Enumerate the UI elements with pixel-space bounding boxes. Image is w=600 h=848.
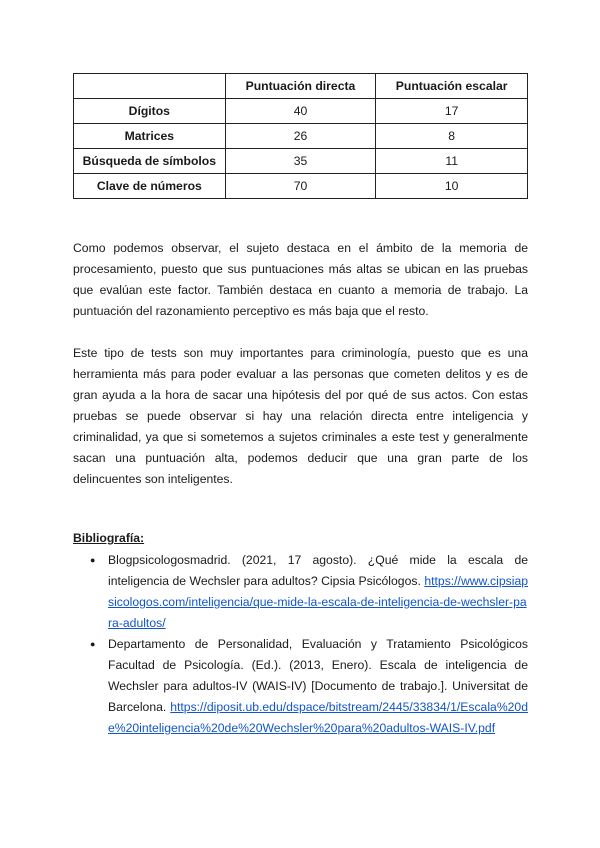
- row-label: Dígitos: [74, 99, 226, 124]
- bibliography-title: Bibliografía:: [73, 531, 145, 545]
- cell-escalar: 11: [376, 149, 528, 174]
- bibliography-list: [73, 550, 528, 739]
- table-header-row: [74, 74, 528, 99]
- table-row: [74, 99, 528, 124]
- table-row: [74, 149, 528, 174]
- table-header-cell: Puntuación directa: [225, 74, 376, 99]
- cell-directa: 26: [225, 124, 376, 149]
- reference-link[interactable]: https://www.cipsiapsicologos.com/inteligencia/que-mide-la-escala-de-inteligencia-de-wechsler-para-adultos/: [108, 574, 528, 630]
- row-label: Búsqueda de símbolos: [74, 149, 226, 174]
- table-header-cell: [74, 74, 226, 99]
- table-header-cell: Puntuación escalar: [376, 74, 528, 99]
- analysis-paragraph: Como podemos observar, el sujeto destaca en el ámbito de la memoria de procesamiento, puesto que sus puntuaciones más altas se ubican en las pruebas que evalúan este factor. También destaca en cuanto a memoria de trabajo. La puntuación del razonamiento perceptivo es más baja que el resto.: [73, 241, 528, 318]
- bullet-icon: ●: [90, 639, 96, 649]
- scores-table: [73, 73, 528, 199]
- table-row: [74, 174, 528, 199]
- reference-text: Blogpsicologosmadrid. (2021, 17 agosto). ¿Qué mide la escala de inteligencia de Wechsler para adultos? Cipsia Psicólogos.: [108, 553, 528, 588]
- cell-escalar: 17: [376, 99, 528, 124]
- row-label: Matrices: [74, 124, 226, 149]
- cell-escalar: 10: [376, 174, 528, 199]
- bullet-icon: ●: [90, 555, 96, 565]
- reference-link[interactable]: https://diposit.ub.edu/dspace/bitstream/2445/33834/1/Escala%20de%20inteligencia%20de%20Wechsler%20para%20adultos-WAIS-IV.pdf: [108, 700, 528, 735]
- list-item: [73, 550, 528, 634]
- list-item: [73, 634, 528, 739]
- table-row: [74, 124, 528, 149]
- cell-directa: 40: [225, 99, 376, 124]
- reference-text: Departamento de Personalidad, Evaluación y Tratamiento Psicológicos Facultad de Psicología. (Ed.). (2013, Enero). Escala de inteligencia de Wechsler para adultos-IV (WAIS-IV) [Documento de trabajo.]. Universitat de Barcelona.: [108, 637, 528, 714]
- row-label: Clave de números: [74, 174, 226, 199]
- cell-directa: 35: [225, 149, 376, 174]
- criminology-paragraph: Este tipo de tests son muy importantes para criminología, puesto que es una herramienta más para poder evaluar a las personas que cometen delitos y es de gran ayuda a la hora de sacar una hipótesis del por qué de sus actos. Con estas pruebas se puede observar si hay una relación directa entre inteligencia y criminalidad, ya que si sometemos a sujetos criminales a este test y generalmente sacan una puntuación alta, podemos deducir que una gran parte de los delincuentes son inteligentes.: [73, 346, 528, 486]
- cell-escalar: 8: [376, 124, 528, 149]
- cell-directa: 70: [225, 174, 376, 199]
